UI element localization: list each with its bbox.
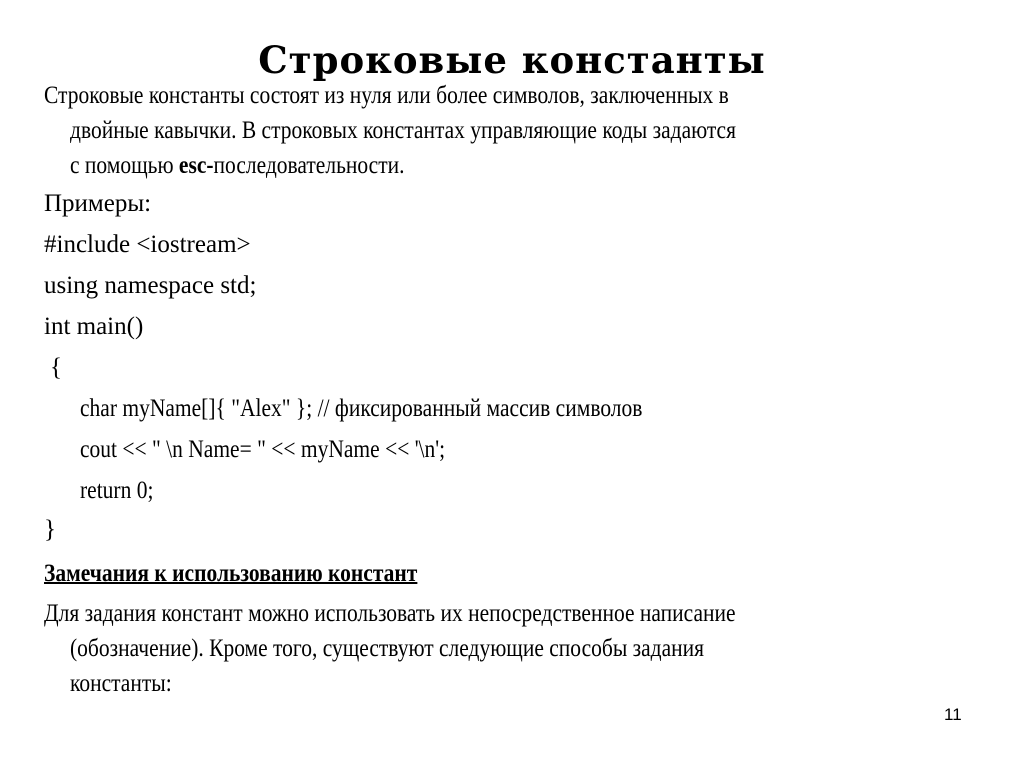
notes-line-3: константы: — [70, 670, 172, 697]
notes-line-2: (обозначение). Кроме того, существуют следующие способы задания — [70, 635, 705, 662]
code-line-char: char myName[]{ "Alex" }; // фиксированный массив символов — [80, 395, 643, 422]
intro-line-1: Строковые константы состоят из нуля или более символов, заключенных в — [44, 82, 729, 109]
code-brace-close: } — [44, 516, 56, 543]
code-using: using namespace std; — [44, 272, 257, 299]
intro-line-3-suffix: последовательности. — [213, 152, 405, 179]
intro-line-3 — [70, 148, 404, 183]
code-brace-open: { — [50, 354, 62, 381]
intro-line-3-prefix: с помощью — [70, 152, 179, 179]
slide-title: Строковые константы — [258, 38, 766, 82]
esc-term: esc- — [178, 152, 214, 179]
intro-line-2: двойные кавычки. В строковых константах управляющие коды задаются — [70, 117, 736, 144]
page-number: 11 — [944, 705, 962, 724]
code-include: #include <iostream> — [44, 231, 251, 258]
code-line-return: return 0; — [80, 477, 154, 504]
code-main-decl: int main() — [44, 313, 144, 340]
examples-label: Примеры: — [44, 190, 152, 217]
code-line-cout: cout << " \n Name= " << myName << '\n'; — [80, 436, 446, 463]
notes-line-1: Для задания констант можно использовать их непосредственное написание — [44, 600, 736, 627]
notes-heading: Замечания к использованию констант — [44, 560, 418, 587]
